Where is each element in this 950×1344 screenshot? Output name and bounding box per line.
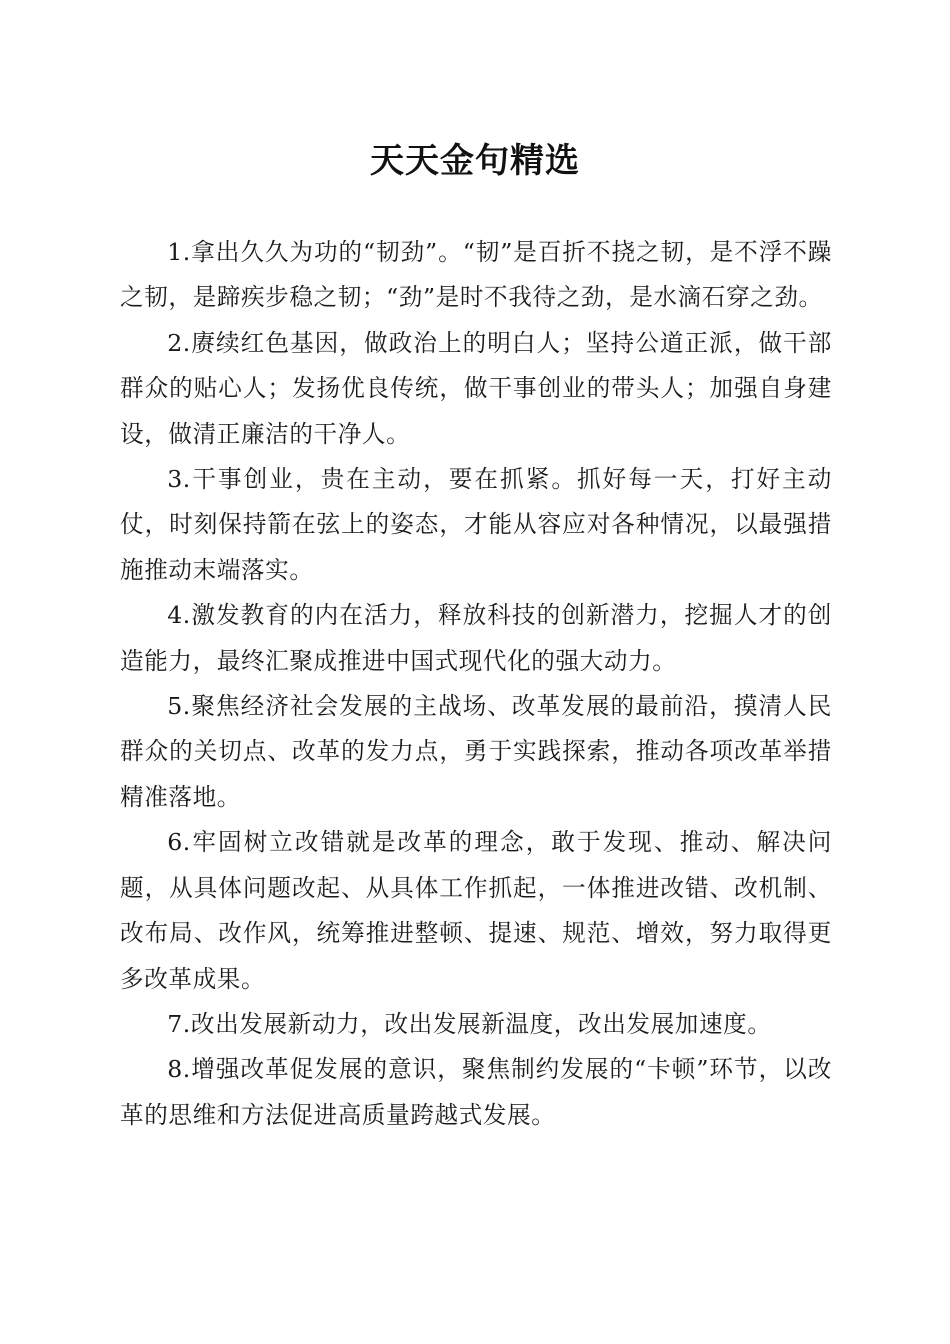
- paragraph: 3.干事创业，贵在主动，要在抓紧。抓好每一天，打好主动仗，时刻保持箭在弦上的姿态，才能从容应对各种情况，以最强措施推动末端落实。: [120, 465, 832, 584]
- paragraph: 4.激发教育的内在活力，释放科技的创新潜力，挖掘人才的创造能力，最终汇聚成推进中国式现代化的强大动力。: [120, 601, 832, 675]
- paragraph: 6.牢固树立改错就是改革的理念，敢于发现、推动、解决问题，从具体问题改起、从具体工作抓起，一体推进改错、改机制、改布局、改作风，统筹推进整顿、提速、规范、增效，努力取得更多改革成果。: [120, 828, 832, 993]
- paragraph: 1.拿出久久为功的“韧劲”。“韧”是百折不挠之韧，是不浮不躁之韧，是蹄疾步稳之韧；“劲”是时不我待之劲，是水滴石穿之劲。: [120, 238, 832, 312]
- paragraph: 5.聚焦经济社会发展的主战场、改革发展的最前沿，摸清人民群众的关切点、改革的发力点，勇于实践探索，推动各项改革举措精准落地。: [120, 692, 832, 811]
- paragraph: 8.增强改革促发展的意识，聚焦制约发展的“卡顿”环节，以改革的思维和方法促进高质量跨越式发展。: [120, 1055, 832, 1129]
- paragraph: 7.改出发展新动力，改出发展新温度，改出发展加速度。: [167, 1009, 772, 1038]
- paragraph: 2.赓续红色基因，做政治上的明白人；坚持公道正派，做干部群众的贴心人；发扬优良传统，做干事创业的带头人；加强自身建设，做清正廉洁的干净人。: [120, 328, 832, 448]
- document-title: 天天金句精选: [370, 141, 580, 181]
- document-body: [120, 230, 832, 1138]
